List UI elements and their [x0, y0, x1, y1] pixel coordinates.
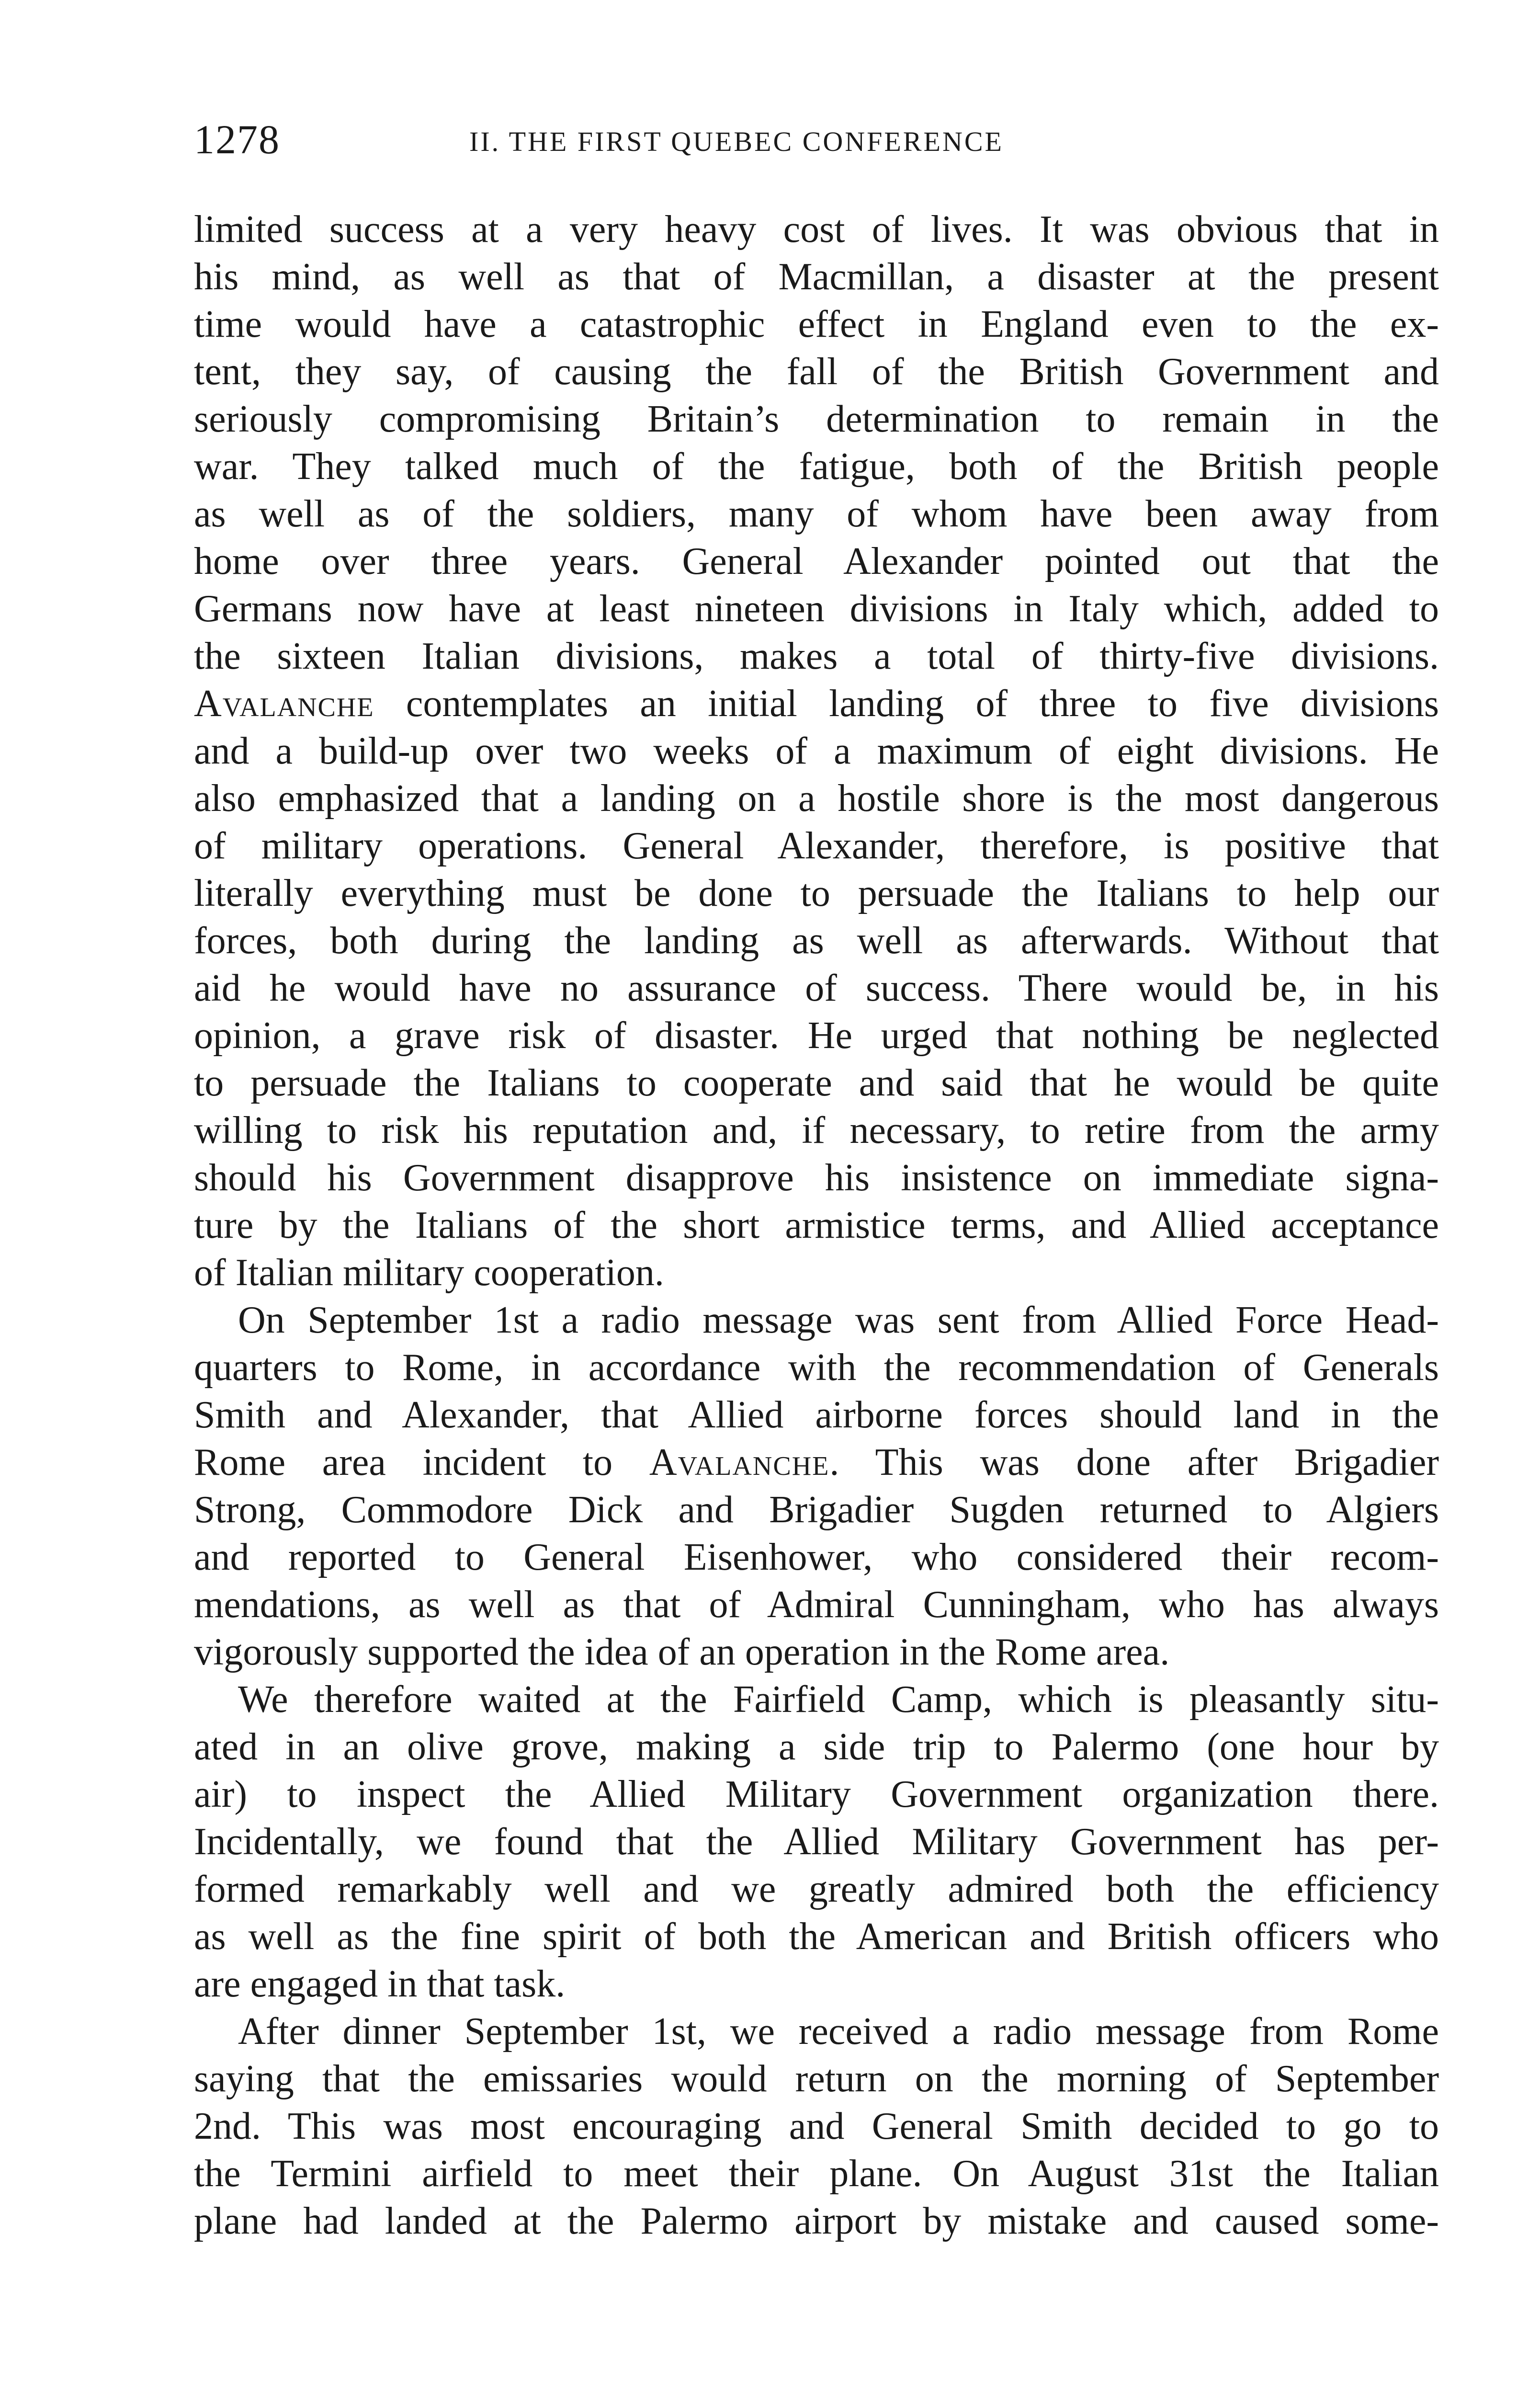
- text-line: are engaged in that task.: [194, 1963, 566, 2005]
- section-title: II. THE FIRST QUEBEC CONFERENCE: [469, 126, 1004, 157]
- text-line: war. They talked much of the fatigue, both of the British people: [194, 445, 1439, 488]
- text-line: quarters to Rome, in accordance with the recommendation of Generals: [194, 1346, 1439, 1389]
- text-line: plane had landed at the Palermo airport by mistake and caused some-: [194, 2200, 1439, 2242]
- text-line-rest: . This was done after Brigadier: [829, 1441, 1439, 1483]
- text-line: the Termini airfield to meet their plane. On August 31st the Italian: [194, 2153, 1439, 2195]
- text-line: his mind, as well as that of Macmillan, a disaster at the present: [194, 256, 1439, 298]
- text-line: of Italian military cooperation.: [194, 1252, 664, 1294]
- text-line: the sixteen Italian divisions, makes a total of thirty-five divisions.: [194, 635, 1439, 677]
- text-line: After dinner September 1st, we received a radio message from Rome: [238, 2010, 1439, 2053]
- text-line: of military operations. General Alexander, therefore, is positive that: [194, 825, 1439, 867]
- page-number: 1278: [194, 116, 280, 162]
- text-line: forces, both during the landing as well as afterwards. Without that: [194, 920, 1439, 962]
- text-line: On September 1st a radio message was sent from Allied Force Head-: [238, 1299, 1439, 1341]
- text-line: ture by the Italians of the short armistice terms, and Allied acceptance: [194, 1204, 1439, 1246]
- text-line: limited success at a very heavy cost of lives. It was obvious that in: [194, 208, 1439, 251]
- text-line: Incidentally, we found that the Allied Military Government has per-: [194, 1821, 1439, 1863]
- operation-name: Avalanche: [649, 1441, 830, 1483]
- text-line: seriously compromising Britain’s determination to remain in the: [194, 398, 1439, 440]
- text-line: should his Government disapprove his insistence on immediate signa-: [194, 1157, 1439, 1199]
- text-line: home over three years. General Alexander pointed out that the: [194, 540, 1439, 582]
- body-text: [194, 206, 1439, 2245]
- text-line: willing to risk his reputation and, if necessary, to retire from the army: [194, 1109, 1439, 1152]
- text-line: aid he would have no assurance of success. There would be, in his: [194, 967, 1439, 1009]
- text-line: Germans now have at least nineteen divisions in Italy which, added to: [194, 588, 1439, 630]
- text-line-rest: contemplates an initial landing of three to five divisions: [374, 683, 1439, 725]
- text-line: and reported to General Eisenhower, who considered their recom-: [194, 1536, 1439, 1578]
- text-line: mendations, as well as that of Admiral Cunningham, who has always: [194, 1584, 1439, 1626]
- text-line: as well as the fine spirit of both the American and British officers who: [194, 1916, 1439, 1958]
- text-line: time would have a catastrophic effect in England even to the ex-: [194, 303, 1439, 345]
- text-line: as well as of the soldiers, many of whom have been away from: [194, 493, 1439, 535]
- text-line: 2nd. This was most encouraging and General Smith decided to go to: [194, 2105, 1439, 2147]
- text-line: formed remarkably well and we greatly admired both the efficiency: [194, 1868, 1439, 1910]
- text-line: Smith and Alexander, that Allied airborne forces should land in the: [194, 1394, 1439, 1436]
- operation-name: Avalanche: [194, 683, 374, 725]
- text-line: tent, they say, of causing the fall of the British Government and: [194, 351, 1439, 393]
- text-line-pre: Rome area incident to: [194, 1441, 649, 1483]
- text-line: also emphasized that a landing on a hostile shore is the most dangerous: [194, 777, 1439, 820]
- text-line: Strong, Commodore Dick and Brigadier Sugden returned to Algiers: [194, 1489, 1439, 1531]
- text-line: and a build-up over two weeks of a maximum of eight divisions. He: [194, 730, 1439, 772]
- text-line: literally everything must be done to persuade the Italians to help our: [194, 872, 1439, 914]
- text-line: to persuade the Italians to cooperate and said that he would be quite: [194, 1062, 1439, 1104]
- text-line: We therefore waited at the Fairfield Camp, which is pleasantly situ-: [238, 1678, 1439, 1721]
- running-head: [194, 113, 1444, 166]
- text-line: ated in an olive grove, making a side trip to Palermo (one hour by: [194, 1726, 1439, 1768]
- text-line: vigorously supported the idea of an operation in the Rome area.: [194, 1631, 1170, 1673]
- text-line: air) to inspect the Allied Military Government organization there.: [194, 1773, 1439, 1815]
- text-line: opinion, a grave risk of disaster. He urged that nothing be neglected: [194, 1015, 1439, 1057]
- text-line: saying that the emissaries would return on the morning of September: [194, 2058, 1439, 2100]
- text-line: [194, 1439, 1439, 1486]
- text-line: [194, 680, 1439, 728]
